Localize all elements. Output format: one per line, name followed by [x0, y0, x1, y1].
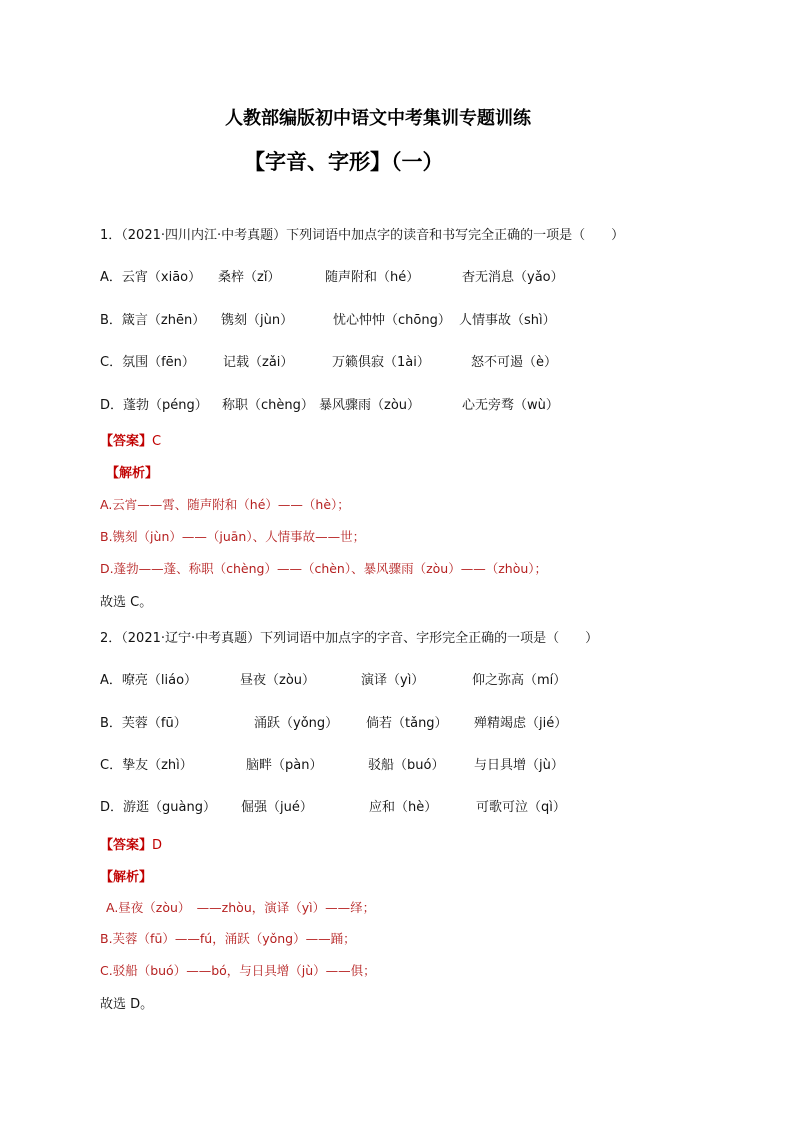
answer-value: D — [152, 838, 163, 853]
q1-analysis-label — [106, 462, 158, 481]
q2-answer — [100, 834, 162, 853]
q2-option-a-4: 仰之弥高（mí） — [472, 673, 567, 688]
q2-option-a-3: 演译（yì） — [361, 673, 425, 688]
q1-analysis-line-3: D.蓬勃——蓬、称职（chèng）——（chèn）、暴风骤雨（zòu）——（zhòu）； — [100, 561, 548, 576]
analysis-label: 【解析】 — [100, 870, 153, 885]
q1-option-d-2: 称职（chèng） — [222, 398, 314, 413]
q2-conclusion: 故选 D。 — [100, 997, 154, 1012]
q2-option-b-1: B．芙蓉（fū） — [100, 716, 187, 731]
q1-option-b-1: B．箴言（zhēn） — [100, 313, 206, 328]
analysis-label: 【解析】 — [106, 466, 159, 481]
q2-option-d-2: 倔强（jué） — [241, 800, 313, 815]
answer-label: 【答案】 — [100, 434, 153, 449]
q2-option-c-2: 脑畔（pàn） — [246, 758, 323, 773]
q1-analysis-line-2: B.镌刻（jùn）——（juān）、人情事故——世； — [100, 529, 366, 544]
question-1-stem: 1．（2021·四川内江·中考真题）下列词语中加点字的读音和书写完全正确的一项是（ ） — [100, 228, 625, 243]
answer-value: C — [152, 434, 162, 449]
answer-label: 【答案】 — [100, 838, 153, 853]
q2-option-c-4: 与日具增（jù） — [474, 758, 564, 773]
question-2-stem: 2．（2021·辽宁·中考真题）下列词语中加点字的字音、字形完全正确的一项是（ ） — [100, 631, 599, 646]
q1-option-c-1: C．氛围（fēn） — [100, 355, 195, 370]
q2-option-d-1: D．游逛（guàng） — [100, 800, 216, 815]
q2-option-d-3: 应和（hè） — [369, 800, 438, 815]
q1-conclusion: 故选 C。 — [100, 595, 153, 610]
page-subtitle: 【字音、字形】（一） — [244, 149, 444, 174]
q1-option-b-2: 镌刻（jùn） — [221, 313, 294, 328]
q2-option-b-3: 倘若（tǎng） — [366, 716, 448, 731]
q2-option-a-1: A．嘹亮（liáo） — [100, 673, 198, 688]
q1-option-d-3: 暴风骤雨（zòu） — [319, 398, 421, 413]
q2-option-d-4: 可歌可泣（qì） — [476, 800, 566, 815]
q2-option-b-2: 涌跃（yǒng） — [254, 716, 339, 731]
q1-option-c-3: 万籁俱寂（1ài） — [332, 355, 430, 370]
q1-option-b-3: 忧心忡忡（chōng） — [333, 313, 451, 328]
q2-analysis-label — [100, 866, 152, 885]
q1-option-a-1: A．云宵（xiāo） — [100, 270, 202, 285]
q2-option-a-2: 昼夜（zòu） — [240, 673, 316, 688]
q2-analysis-line-1: A.昼夜（zòu） ——zhòu，演译（yì）——绎； — [106, 900, 376, 915]
q2-option-c-3: 驳船（buó） — [368, 758, 445, 773]
q1-analysis-line-1: A.云宵——霄、随声附和（hé）——（hè）； — [100, 497, 350, 512]
q1-option-d-4: 心无旁骛（wù） — [462, 398, 559, 413]
q1-option-a-3: 随声附和（hé） — [325, 270, 420, 285]
q1-option-c-2: 记载（zǎi） — [223, 355, 294, 370]
q1-option-a-4: 杳无消息（yǎo） — [462, 270, 564, 285]
q2-option-b-4: 殚精竭虑（jié） — [474, 716, 568, 731]
q1-option-d-1: D．蓬勃（péng） — [100, 398, 208, 413]
q1-answer — [100, 430, 161, 449]
q2-analysis-line-3: C.驳船（buó）——bó，与日具增（jù）——俱； — [100, 963, 376, 978]
q1-option-b-4: 人情事故（shì） — [459, 313, 556, 328]
q2-option-c-1: C．挚友（zhì） — [100, 758, 193, 773]
q1-option-c-4: 怒不可遏（è） — [471, 355, 557, 370]
page-title: 人教部编版初中语文中考集训专题训练 — [225, 108, 531, 129]
q1-option-a-2: 桑梓（zǐ） — [218, 270, 281, 285]
q2-analysis-line-2: B.芙蓉（fū）——fú，涌跃（yǒng）——踊； — [100, 931, 356, 946]
